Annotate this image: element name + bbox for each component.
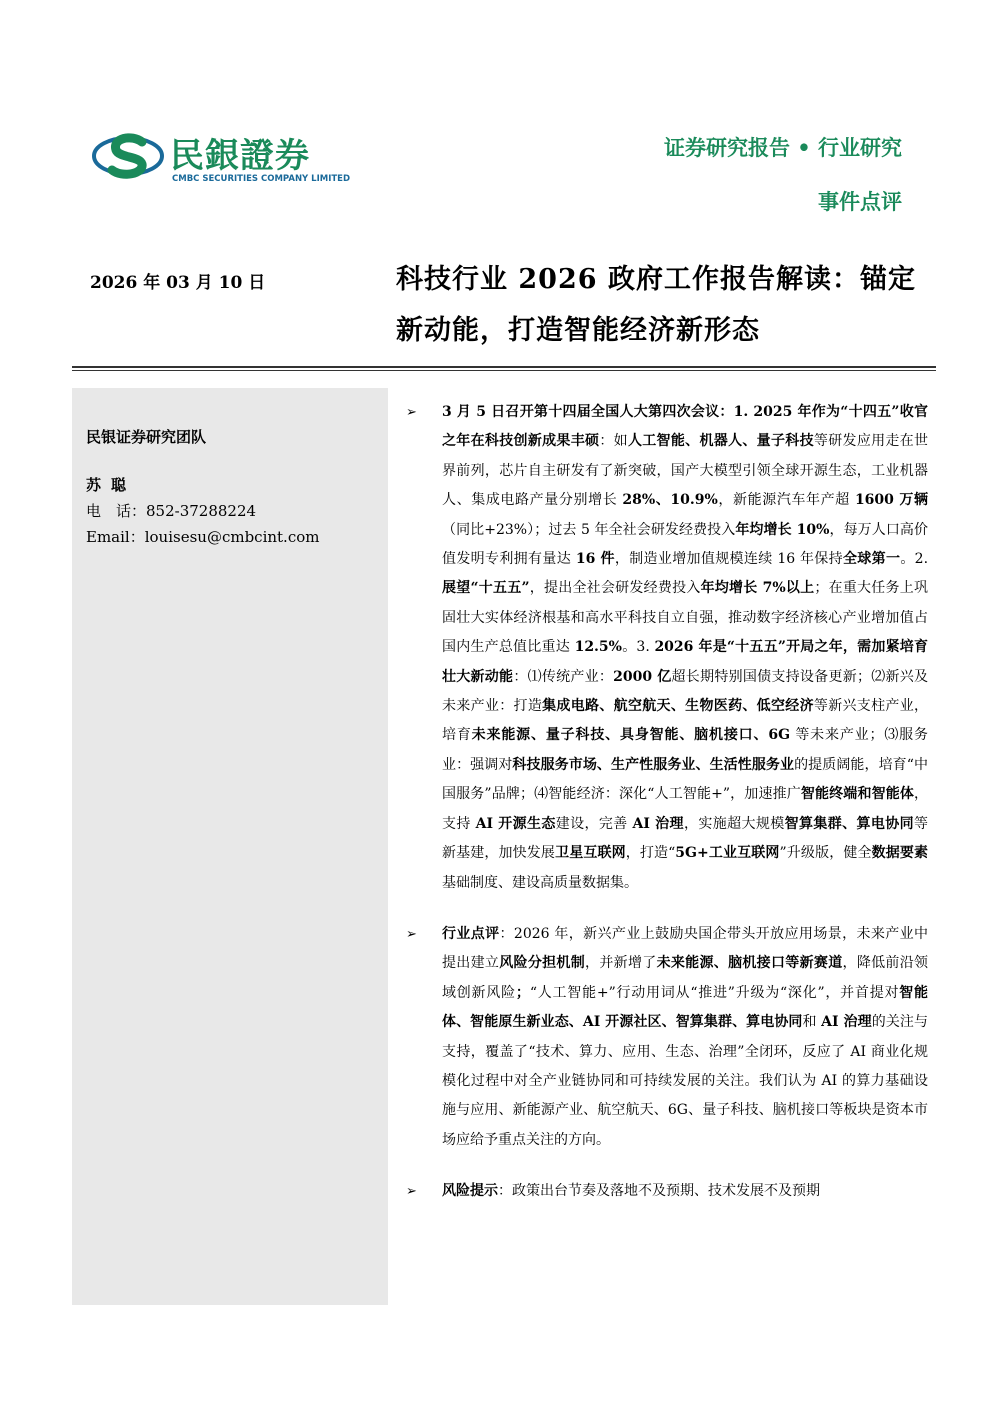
arrow-bullet-icon: ➢: [406, 1184, 417, 1200]
bold-text-run: 智能体、智能原生新业态、AI 开源社区、智算集群、算电协同: [442, 984, 929, 1031]
text-run: 。2.: [900, 551, 929, 568]
text-run: 等研发应用走在世界前列，芯片自主研发有了新突破，国产大模型引领全球开源生态，工业机器人、集成电路产量分别增长: [442, 433, 929, 509]
text-run: ，并新增了: [585, 955, 657, 972]
text-run: 基础制度、建设高质量数据集。: [442, 874, 638, 891]
analyst-name: 苏聪: [86, 476, 137, 494]
text-run: ：政策出台节奏及落地不及预期、技术发展不及预期: [498, 1183, 820, 1200]
bold-text-run: 风险分担机制: [499, 955, 586, 972]
text-run: 的关注与支持，覆盖了“技术、算力、应用、生态、治理”全闭环，反应了 AI 商业化规模化过程中对全产业链协同和可持续发展的关注。我们认为 AI 的算力基础设施与应用、新能源产业、航空航天、6G、量子科技、脑机接口等板块是资本市场应给予重点关注的方向。: [442, 1014, 929, 1148]
bold-text-run: 全球第一: [842, 551, 901, 568]
research-team: 民银证券研究团队: [86, 428, 207, 446]
arrow-bullet-icon: ➢: [406, 405, 417, 420]
text-run: 等新兴支柱产业，培育: [442, 698, 929, 744]
bold-text-run: 智算集群、算电协同: [784, 815, 915, 832]
report-content: [404, 398, 928, 1207]
text-run: ”升级版，健全: [779, 845, 872, 862]
text-run: 等新基建，加快发展: [442, 815, 929, 862]
bold-text-run: 2026 年是“十五五”开局之年，需加紧培育壮大新动能: [442, 639, 928, 685]
bold-text-run: AI 开源生态: [475, 815, 556, 832]
bold-text-run: 科技服务市场、生产性服务业、生活性服务业: [512, 756, 795, 773]
cmbc-logo-icon: [92, 126, 168, 186]
text-run: ，支持: [442, 786, 929, 832]
analyst-email: [86, 526, 319, 547]
bold-text-run: 人工智能、机器人、量子科技: [627, 433, 814, 450]
text-run: ，每万人口高价值发明专利拥有量达: [442, 521, 928, 568]
bold-text-run: 5G+工业互联网: [675, 845, 780, 862]
logo-chinese-name: 民銀證券: [170, 136, 310, 176]
email-label: Email：: [86, 528, 145, 546]
text-run: 等未来产业；⑶服务业：强调对: [442, 727, 928, 773]
bold-text-run: 未来能源、脑机接口等新赛道: [656, 955, 843, 972]
text-run: ：⑴传统产业：: [513, 668, 614, 685]
bold-text-run: 2000 亿: [613, 668, 672, 685]
phone-label: 电 话：: [86, 502, 147, 520]
bullet-meeting-summary: [404, 398, 928, 898]
bold-text-run: AI 治理: [821, 1014, 872, 1031]
title-divider-thin: [72, 370, 936, 371]
text-run: ，打造“: [625, 845, 676, 862]
text-run: ；在重大任务上巩固壮大实体经济根基和高水平科技自立自强，推动数字经济核心产业增加值占国内生产总值比重达: [442, 580, 928, 656]
company-logo: [92, 126, 352, 190]
bold-text-run: 集成电路、航空航天、生物医药、低空经济: [542, 698, 814, 715]
text-run: ，提出全社会研发经费投入: [529, 580, 701, 597]
text-run: 超长期特别国债支持设备更新；⑵新兴及未来产业：打造: [442, 668, 929, 715]
bold-text-run: 1600 万辆: [854, 492, 928, 509]
bold-text-run: 28%、10.9%: [622, 492, 718, 509]
bold-text-run: 展望“十五五”: [442, 580, 530, 597]
email-value: louisesu@cmbcint.com: [144, 528, 320, 546]
report-date: 2026 年 03 月 10 日: [90, 273, 266, 293]
bold-text-run: AI 治理: [632, 815, 684, 832]
text-run: 和: [802, 1014, 822, 1031]
bold-text-run: 12.5%: [574, 639, 622, 656]
logo-english-name: CMBC SECURITIES COMPANY LIMITED: [172, 174, 351, 184]
analyst-phone: [86, 500, 256, 521]
text-run: ：2026 年，新兴产业上鼓励央国企带头开放应用场景，未来产业中提出建立: [442, 925, 929, 972]
text-run: ，新能源汽车年产超: [717, 492, 855, 509]
report-subtype: 事件点评: [818, 189, 902, 214]
text-run: ，制造业增加值规模连续 16 年保持: [614, 551, 843, 568]
text-run: （同比+23%）；过去 5 年全社会研发经费投入: [442, 521, 736, 538]
title-divider: [72, 366, 936, 368]
text-run: ：如: [599, 433, 628, 450]
bold-text-run: 卫星互联网: [555, 845, 626, 862]
bold-text-run: 数据要素: [871, 845, 929, 862]
bold-text-run: 年均增长 7%以上: [700, 580, 815, 597]
bold-text-run: 年均增长 10%: [735, 521, 830, 538]
bold-text-run: 风险提示: [442, 1183, 498, 1200]
report-type: 证券研究报告 • 行业研究: [663, 135, 902, 160]
report-title: 科技行业 2026 政府工作报告解读：锚定新动能，打造智能经济新形态: [396, 264, 916, 346]
bold-text-run: 行业点评: [442, 925, 500, 942]
arrow-bullet-icon: ➢: [406, 926, 417, 942]
bold-text-run: 智能终端和智能体: [800, 786, 915, 803]
text-run: “人工智能+”行动用词从“推进”升级为“深化”，并首提对: [529, 984, 900, 1001]
text-run: ，降低前沿领域创新风险: [442, 955, 929, 1001]
bullet-industry-review: [404, 920, 928, 1155]
text-run: 。3.: [621, 639, 655, 656]
bullet-text: [442, 926, 928, 1148]
text-run: 建设，完善: [555, 815, 633, 832]
bullet-text: [442, 404, 928, 891]
bold-text-run: ；: [515, 984, 530, 1001]
text-run: 的提质阔能，培育“中国服务”品牌；⑷智能经济：深化“人工智能+”，加速推广: [442, 756, 928, 803]
bold-text-run: 未来能源、量子科技、具身智能、脑机接口、6G: [471, 727, 791, 744]
bold-text-run: 3 月 5 日召开第十四届全国人大第四次会议：1. 2025 年作为“十四五”收官之年在科技创新成果丰硕: [442, 404, 928, 450]
bold-text-run: 16 件: [575, 551, 615, 568]
analyst-sidebar: [72, 388, 388, 1305]
bullet-risk-warning: [404, 1177, 928, 1206]
phone-value: 852-37288224: [146, 502, 257, 520]
bullet-text: [442, 1183, 820, 1199]
text-run: ，实施超大规模: [683, 815, 785, 832]
